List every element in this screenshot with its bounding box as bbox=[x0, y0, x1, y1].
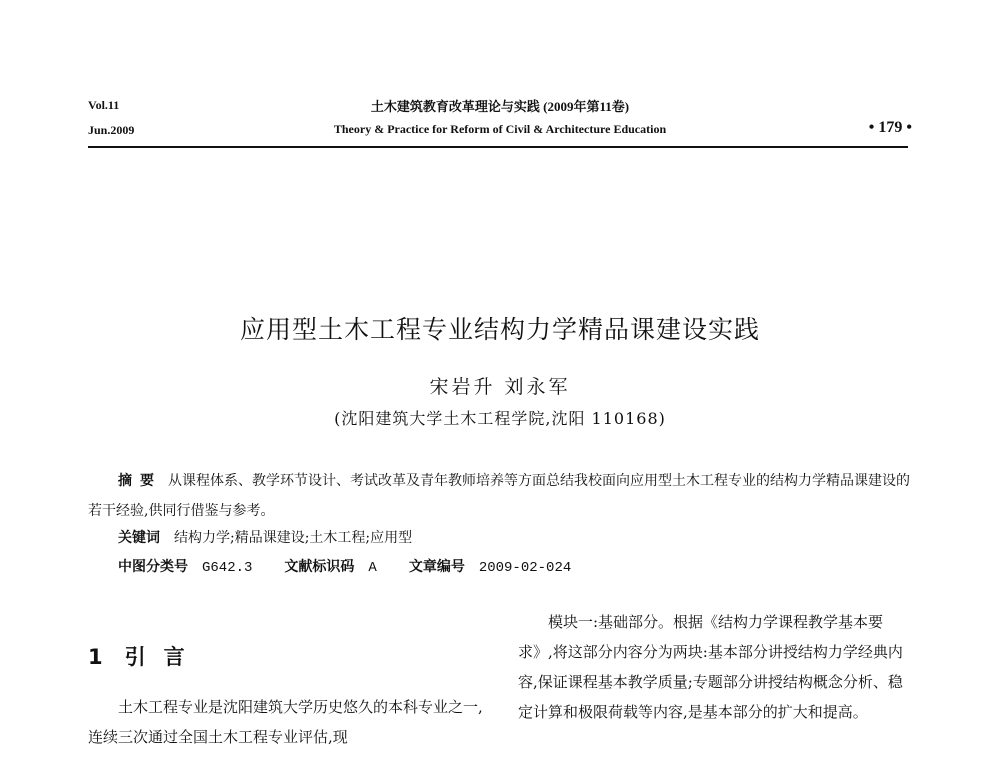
page-number: • 179 • bbox=[868, 119, 912, 136]
classification-line bbox=[118, 556, 603, 576]
journal-title-en: Theory & Practice for Reform of Civil & Architecture Education bbox=[333, 122, 667, 136]
keywords bbox=[118, 527, 412, 547]
abstract bbox=[88, 466, 910, 526]
document-code-value: A bbox=[368, 560, 377, 576]
clc-label: 中图分类号 bbox=[118, 559, 188, 575]
volume-label: Vol.11 bbox=[88, 98, 120, 112]
article-authors: 宋岩升 刘永军 bbox=[429, 376, 571, 398]
document-code-label: 文献标识码 bbox=[284, 559, 355, 575]
article-number-value: 2009-02-024 bbox=[478, 560, 572, 576]
left-column-paragraph: 土木工程专业是沈阳建筑大学历史悠久的本科专业之一,连续三次通过全国土木工程专业评估,现 bbox=[88, 698, 483, 746]
journal-title-cn: 土木建筑教育改革理论与实践 (2009年第11卷) bbox=[370, 99, 630, 114]
abstract-text: 从课程体系、教学环节设计、考试改革及青年教师培养等方面总结我校面向应用型土木工程专业的结构力学精品课建设的若干经验,供同行借鉴与参考。 bbox=[88, 473, 910, 519]
header-rule bbox=[88, 146, 908, 148]
abstract-label: 摘要 bbox=[118, 473, 162, 489]
issue-date: Jun.2009 bbox=[88, 123, 135, 137]
right-column-paragraph: 模块一:基础部分。根据《结构力学课程教学基本要求》,将这部分内容分为两块:基本部分讲授结构力学经典内容,保证课程基本教学质量;专题部分讲授结构概念分析、稳定计算和极限荷载等内容,是基本部分的扩大和提高。 bbox=[518, 613, 903, 721]
section-number: 1 bbox=[88, 645, 103, 669]
clc-value: G642.3 bbox=[202, 560, 253, 576]
keywords-text: 结构力学;精品课建设;土木工程;应用型 bbox=[174, 530, 413, 546]
keywords-label: 关键词 bbox=[118, 530, 160, 546]
section-title: 引言 bbox=[124, 645, 203, 669]
article-number-label: 文章编号 bbox=[408, 559, 465, 575]
section-heading bbox=[88, 641, 203, 671]
article-title: 应用型土木工程专业结构力学精品课建设实践 bbox=[239, 315, 760, 344]
author-affiliation: (沈阳建筑大学土木工程学院,沈阳 110168) bbox=[334, 409, 666, 428]
